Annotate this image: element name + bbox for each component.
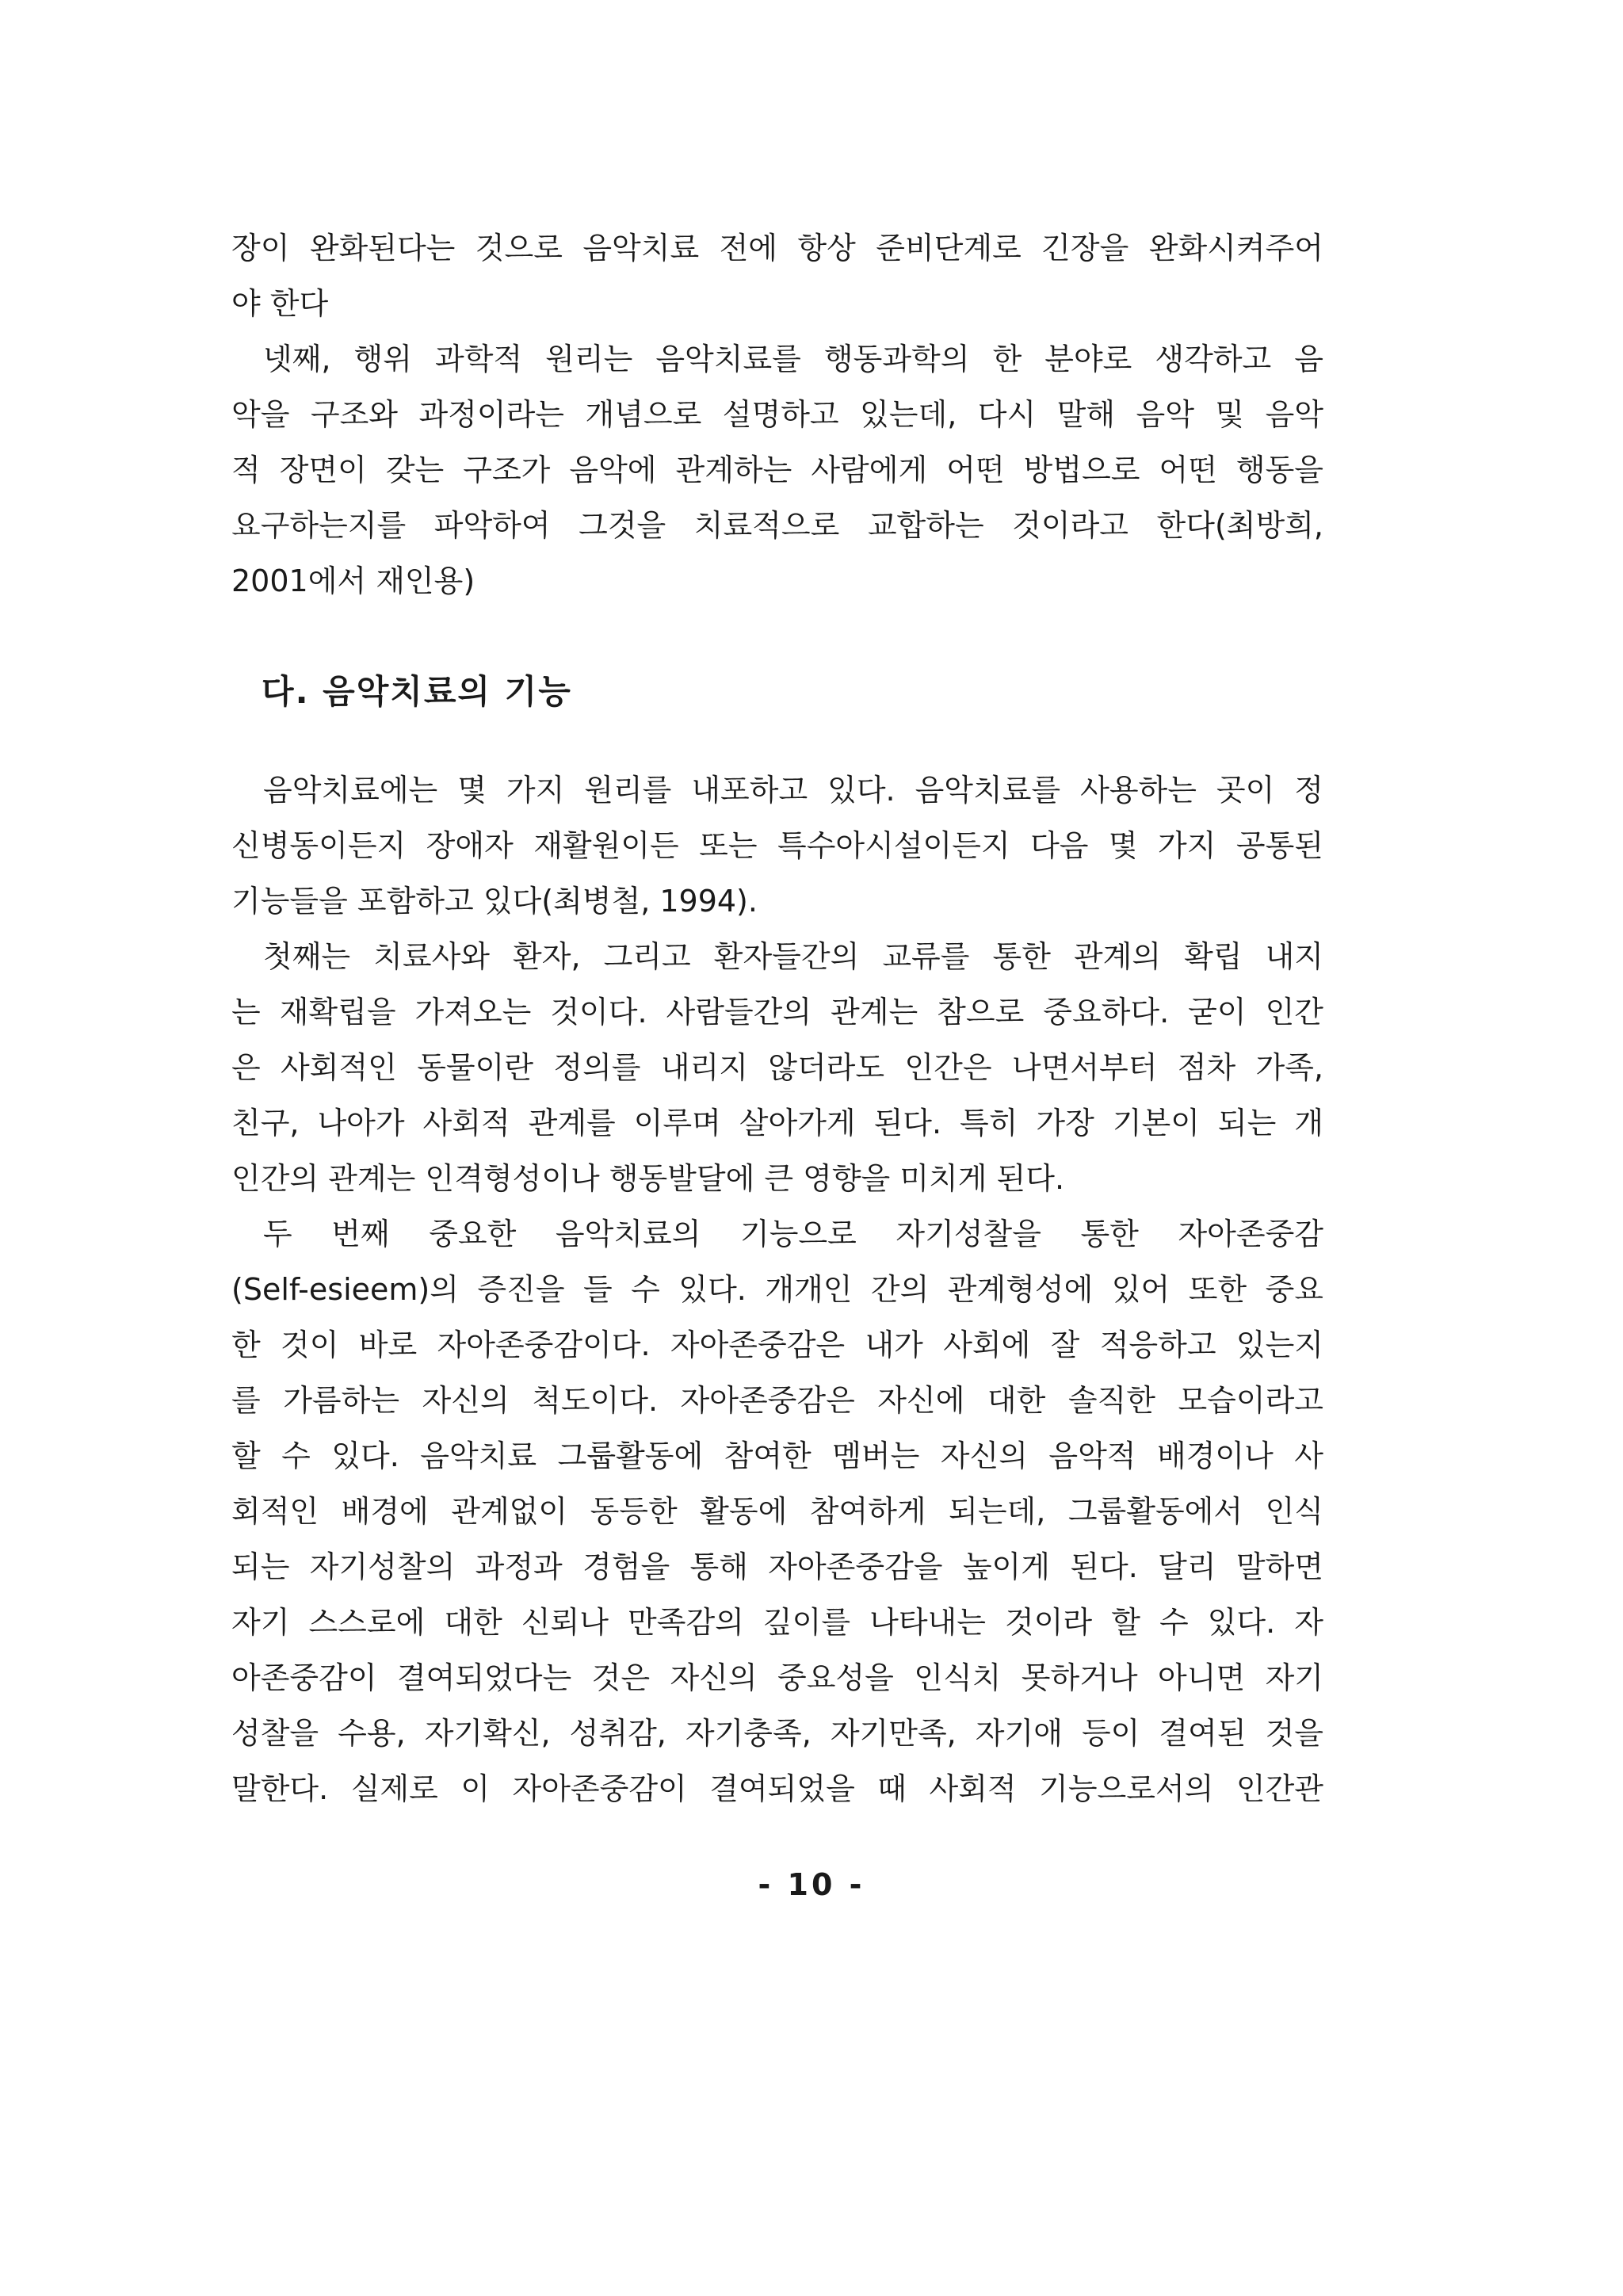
body-line: 음악치료에는 몇 가지 원리를 내포하고 있다. 음악치료를 사용하는 곳이 정 (263, 773, 1323, 808)
body-line: 요구하는지를 파악하여 그것을 치료적으로 교합하는 것이라고 한다(최방희, (231, 508, 1323, 543)
body-line: 성찰을 수용, 자기확신, 성취감, 자기충족, 자기만족, 자기애 등이 결여된 것을 (231, 1716, 1323, 1751)
body-line: (Self-esieem)의 증진을 들 수 있다. 개개인 간의 관계형성에 있어 또한 중요 (231, 1272, 1323, 1307)
body-line: 넷째, 행위 과학적 원리는 음악치료를 행동과학의 한 분야로 생각하고 음 (263, 342, 1323, 376)
body-line: 신병동이든지 장애자 재활원이든 또는 특수아시설이든지 다음 몇 가지 공통된 (231, 828, 1323, 863)
body-line: 한 것이 바로 자아존중감이다. 자아존중감은 내가 사회에 잘 적응하고 있는지 (231, 1328, 1323, 1362)
body-line: 야 한다 (231, 286, 329, 321)
body-line: 할 수 있다. 음악치료 그룹활동에 참여한 멤버는 자신의 음악적 배경이나 사 (231, 1438, 1323, 1473)
body-line: 기능들을 포함하고 있다(최병철, 1994). (231, 884, 758, 919)
body-line: 2001에서 재인용) (231, 563, 475, 598)
body-line: 말한다. 실제로 이 자아존중감이 결여되었을 때 사회적 기능으로서의 인간관 (231, 1771, 1323, 1806)
body-line: 되는 자기성찰의 과정과 경험을 통해 자아존중감을 높이게 된다. 달리 말하면 (231, 1549, 1323, 1584)
body-line: 는 재확립을 가져오는 것이다. 사람들간의 관계는 참으로 중요하다. 굳이 인간 (231, 995, 1323, 1030)
body-line: 적 장면이 갖는 구조가 음악에 관계하는 사람에게 어떤 방법으로 어떤 행동을 (231, 453, 1323, 487)
section-text-block (231, 762, 1323, 1817)
body-line: 장이 완화된다는 것으로 음악치료 전에 항상 준비단계로 긴장을 완화시켜주어 (231, 231, 1323, 266)
body-line: 를 가름하는 자신의 척도이다. 자아존중감은 자신에 대한 솔직한 모습이라고 (231, 1383, 1323, 1418)
body-line: 친구, 나아가 사회적 관계를 이루며 살아가게 된다. 특히 가장 기본이 되는 개 (231, 1106, 1323, 1140)
body-line: 두 번째 중요한 음악치료의 기능으로 자기성찰을 통한 자아존중감 (263, 1217, 1323, 1251)
body-line: 아존중감이 결여되었다는 것은 자신의 중요성을 인식치 못하거나 아니면 자기 (231, 1660, 1323, 1695)
page-number: - 10 - (758, 1867, 865, 1902)
body-line: 첫째는 치료사와 환자, 그리고 환자들간의 교류를 통한 관계의 확립 내지 (263, 939, 1323, 974)
body-line: 회적인 배경에 관계없이 동등한 활동에 참여하게 되는데, 그룹활동에서 인식 (231, 1494, 1323, 1529)
section-heading: 다. 음악치료의 기능 (262, 672, 572, 711)
intro-text-block (231, 220, 1323, 609)
body-line: 은 사회적인 동물이란 정의를 내리지 않더라도 인간은 나면서부터 점차 가족, (231, 1050, 1323, 1085)
body-line: 자기 스스로에 대한 신뢰나 만족감의 깊이를 나타내는 것이라 할 수 있다. 자 (231, 1605, 1323, 1640)
body-line: 악을 구조와 과정이라는 개념으로 설명하고 있는데, 다시 말해 음악 및 음악 (231, 397, 1323, 432)
body-line: 인간의 관계는 인격형성이나 행동발달에 큰 영향을 미치게 된다. (231, 1161, 1065, 1196)
